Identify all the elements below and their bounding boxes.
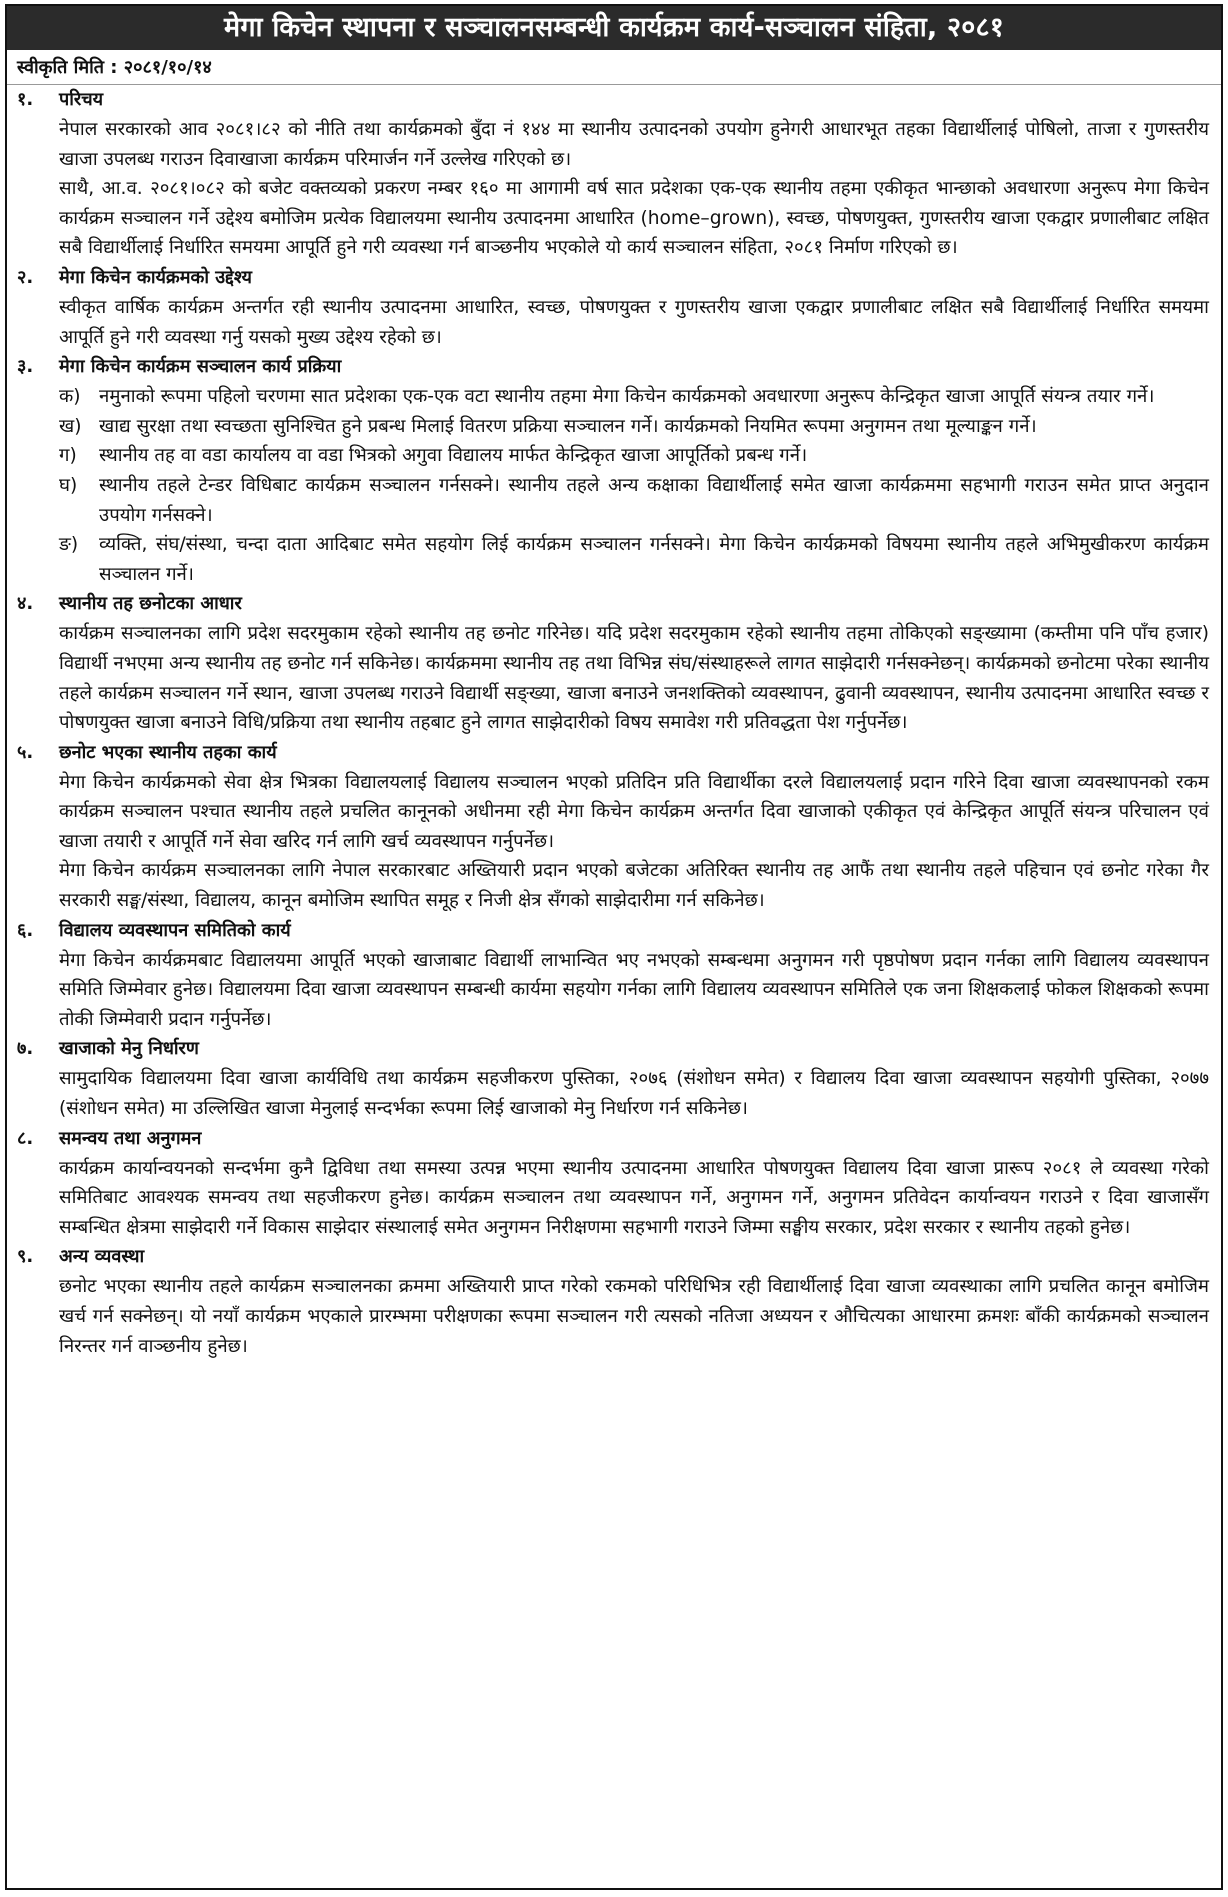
section [7,916,1221,1035]
list-item [59,530,1209,589]
list-item-label: ङ) [59,534,79,556]
list-item-text: स्थानीय तह वा वडा कार्यालय वा वडा भित्रको अगुवा विद्यालय मार्फत केन्द्रिकृत खाजा आपूर्तिको प्रबन्ध गर्ने। [99,445,808,467]
section-heading [17,85,1209,115]
list-item-label: क) [59,386,81,408]
section [7,1034,1221,1123]
section-paragraph: कार्यक्रम कार्यान्वयनको सन्दर्भमा कुनै द्विविधा तथा समस्या उत्पन्न भएमा स्थानीय उत्पादनमा आधारित पोषणयुक्त विद्यालय दिवा खाजा प्रारूप २०८१ ले व्यवस्था गरेको समितिबाट आवश्यक समन्वय तथा सहजीकरण हुनेछ। कार्यक्रम सञ्चालन तथा व्यवस्थापन गर्ने, अनुगमन गर्ने, अनुगमन प्रतिवेदन कार्यान्वयन गराउने र दिवा खाजासँग सम्बन्धित क्षेत्रमा साझेदारी गर्ने विकास साझेदार संस्थालाई समेत अनुगमन निरीक्षणमा सहभागी गराउने जिम्मा सङ्घीय सरकार, प्रदेश सरकार र स्थानीय तहको हुनेछ। [59,1157,1209,1238]
section-number: ३. [17,356,34,378]
section-number: ७. [17,1038,34,1060]
section-paragraph: सामुदायिक विद्यालयमा दिवा खाजा कार्यविधि तथा कार्यक्रम सहजीकरण पुस्तिका, २०७६ (संशोधन समेत) र विद्यालय दिवा खाजा व्यवस्थापन सहयोगी पुस्तिका, २०७७ (संशोधन समेत) मा उल्लिखित खाजा मेनुलाई सन्दर्भका रूपमा लिई खाजाको मेनु निर्धारण गर्न सकिनेछ। [59,1068,1209,1120]
sections-container [7,85,1221,1361]
section-paragraph: मेगा किचेन कार्यक्रम सञ्चालनका लागि नेपाल सरकारबाट अख्तियारी प्रदान भएको बजेटका अतिरिक्त स्थानीय तह आफैं तथा स्थानीय तहले पहिचान एवं छनोट गरेका गैर सरकारी सङ्घ/संस्था, विद्यालय, कानून बमोजिम स्थापित समूह र निजी क्षेत्र सँगको साझेदारीमा गर्न सकिनेछ। [59,860,1209,912]
section [7,85,1221,263]
section-paragraph: स्वीकृत वार्षिक कार्यक्रम अन्तर्गत रही स्थानीय उत्पादनमा आधारित, स्वच्छ, पोषणयुक्त र गुणस्तरीय खाजा एकद्वार प्रणालीबाट लक्षित सबै विद्यार्थीलाई निर्धारित समयमा आपूर्ति हुने गरी व्यवस्था गर्नु यसको मुख्य उद्देश्य रहेको छ। [59,296,1209,348]
list-item-text: स्थानीय तहले टेन्डर विधिबाट कार्यक्रम सञ्चालन गर्नसक्ने। स्थानीय तहले अन्य कक्षाका विद्यार्थीलाई समेत खाजा कार्यक्रममा सहभागी गराउन समेत प्राप्त अनुदान उपयोग गर्नसक्ने। [99,474,1209,526]
section-heading [17,1124,1209,1154]
section-paragraph: साथै, आ.व. २०८१।०८२ को बजेट वक्तव्यको प्रकरण नम्बर १६० मा आगामी वर्ष सात प्रदेशका एक-एक स्थानीय तहमा एकीकृत भान्छाको अवधारणा अनुरूप मेगा किचेन कार्यक्रम सञ्चालन गर्ने उद्देश्य बमोजिम प्रत्येक विद्यालयमा स्थानीय उत्पादनमा आधारित (home–grown), स्वच्छ, पोषणयुक्त, गुणस्तरीय खाजा एकद्वार प्रणालीबाट लक्षित सबै विद्यार्थीलाई निर्धारित समयमा आपूर्ति हुने गरी व्यवस्था गर्न बाञ्छनीय भएकोले यो कार्य सञ्चालन संहिता, २०८१ निर्माण गरिएको छ। [59,178,1209,259]
section [7,738,1221,916]
section-paragraph: कार्यक्रम सञ्चालनका लागि प्रदेश सदरमुकाम रहेको स्थानीय तह छनोट गरिनेछ। यदि प्रदेश सदरमुकाम रहेको स्थानीय तहमा तोकिएको सङ्ख्यामा (कम्तीमा पनि पाँच हजार) विद्यार्थी नभएमा अन्य स्थानीय तह छनोट गर्न सकिनेछ। कार्यक्रममा स्थानीय तह तथा विभिन्न संघ/संस्थाहरूले लागत साझेदारी गर्नसक्नेछन्। कार्यक्रमको छनोटमा परेका स्थानीय तहले कार्यक्रम सञ्चालन गर्ने स्थान, खाजा उपलब्ध गराउने विद्यार्थी सङ्ख्या, खाजा बनाउने जनशक्तिको व्यवस्थापन, ढुवानी व्यवस्थापन, स्थानीय उत्पादनमा आधारित स्वच्छ र पोषणयुक्त खाजा बनाउने विधि/प्रक्रिया तथा स्थानीय तहबाट हुने लागत साझेदारीको विषय समावेश गरी प्रतिवद्धता पेश गर्नुपर्नेछ। [59,623,1209,734]
section [7,352,1221,589]
list-item [59,441,1209,471]
section-heading [17,738,1209,768]
list-item [59,471,1209,530]
section-heading [17,1242,1209,1272]
section-paragraph: मेगा किचेन कार्यक्रमको सेवा क्षेत्र भित्रका विद्यालयलाई विद्यालय सञ्चालन भएको प्रतिदिन प्रति विद्यार्थीका दरले विद्यालयलाई प्रदान गरिने दिवा खाजा व्यवस्थापनको रकम कार्यक्रम सञ्चालन पश्चात स्थानीय तहले प्रचलित कानूनको अधीनमा रही मेगा किचेन कार्यक्रम अन्तर्गत दिवा खाजाको एकीकृत एवं केन्द्रिकृत आपूर्ति संयन्त्र परिचालन एवं खाजा तयारी र आपूर्ति गर्ने सेवा खरिद गर्न लागि खर्च व्यवस्थापन गर्नुपर्नेछ। [59,771,1209,852]
section-title: परिचय [59,89,104,110]
section-number: ५. [17,741,34,763]
section-number: ६. [17,919,34,941]
document-frame [5,4,1223,1890]
section-number: १. [17,89,34,110]
list-item [59,412,1209,442]
section-number: २. [17,266,34,288]
section-heading [17,589,1209,619]
section-heading [17,1034,1209,1064]
section-paragraph: नेपाल सरकारको आव २०८१।८२ को नीति तथा कार्यक्रमको बुँदा नं १४४ मा स्थानीय उत्पादनको उपयोग हुनेगरी आधारभूत तहका विद्यार्थीलाई पोषिलो, ताजा र गुणस्तरीय खाजा उपलब्ध गराउन दिवाखाजा कार्यक्रम परिमार्जन गर्ने उल्लेख गरिएको छ। [59,119,1209,170]
section-number: ९. [17,1246,34,1268]
section-title: मेगा किचेन कार्यक्रमको उद्देश्य [59,266,252,288]
section [7,263,1221,352]
section-title: छनोट भएका स्थानीय तहका कार्य [59,741,277,763]
list-item-label: ख) [59,415,82,437]
list-item-text: व्यक्ति, संघ/संस्था, चन्दा दाता आदिबाट समेत सहयोग लिई कार्यक्रम सञ्चालन गर्नसक्ने। मेगा किचेन कार्यक्रमको विषयमा स्थानीय तहले अभिमुखीकरण कार्यक्रम सञ्चालन गर्ने। [99,534,1209,585]
approval-date: स्वीकृति मिति : २०८१/१०/१४ [7,50,1221,85]
list-item-label: घ) [59,474,78,496]
section [7,589,1221,737]
list-item-text: नमुनाको रूपमा पहिलो चरणमा सात प्रदेशका एक-एक वटा स्थानीय तहमा मेगा किचेन कार्यक्रमको अवधारणा अनुरूप केन्द्रिकृत खाजा आपूर्ति संयन्त्र तयार गर्ने। [99,386,1155,408]
section-heading [17,263,1209,293]
section [7,1242,1221,1361]
section-title: स्थानीय तह छनोटका आधार [59,593,242,615]
section-heading [17,916,1209,946]
section-number: ४. [17,593,34,615]
list-item-text: खाद्य सुरक्षा तथा स्वच्छता सुनिश्चित हुने प्रबन्ध मिलाई वितरण प्रक्रिया सञ्चालन गर्ने। कार्यक्रमको नियमित रूपमा अनुगमन तथा मूल्याङ्कन गर्ने। [99,415,1037,437]
section-paragraph: मेगा किचेन कार्यक्रमबाट विद्यालयमा आपूर्ति भएको खाजाबाट विद्यार्थी लाभान्वित भए नभएको सम्बन्धमा अनुगमन गरी पृष्ठपोषण प्रदान गर्नका लागि विद्यालय व्यवस्थापन समिति जिम्मेवार हुनेछ। विद्यालयमा दिवा खाजा व्यवस्थापन सम्बन्धी कार्यमा सहयोग गर्नका लागि विद्यालय व्यवस्थापन समितिले एक जना शिक्षकलाई फोकल शिक्षकको रूपमा तोकी जिम्मेवारी प्रदान गर्नुपर्नेछ। [59,949,1209,1030]
section-title: मेगा किचेन कार्यक्रम सञ्चालन कार्य प्रक्रिया [59,356,342,378]
section-title: अन्य व्यवस्था [59,1246,145,1268]
section-heading [17,352,1209,382]
section-title: खाजाको मेनु निर्धारण [59,1038,199,1060]
document-title: मेगा किचेन स्थापना र सञ्चालनसम्बन्धी कार्यक्रम कार्य-सञ्चालन संहिता, २०८१ [7,6,1221,50]
section [7,1124,1221,1243]
section-title: समन्वय तथा अनुगमन [59,1127,202,1149]
list-item-label: ग) [59,445,77,467]
list-item [59,382,1209,412]
section-number: ८. [17,1127,34,1149]
section-title: विद्यालय व्यवस्थापन समितिको कार्य [59,919,291,941]
section-paragraph: छनोट भएका स्थानीय तहले कार्यक्रम सञ्चालनका क्रममा अख्तियारी प्राप्त गरेको रकमको परिधिभित्र रही विद्यार्थीलाई दिवा खाजा व्यवस्थाका लागि प्रचलित कानून बमोजिम खर्च गर्न सक्नेछन्। यो नयाँ कार्यक्रम भएकाले प्रारम्भमा परीक्षणका रूपमा सञ्चालन गरी त्यसको नतिजा अध्ययन र औचित्यका आधारमा क्रमशः बाँकी कार्यक्रमको सञ्चालन निरन्तर गर्न वाञ्छनीय हुनेछ। [59,1276,1209,1357]
